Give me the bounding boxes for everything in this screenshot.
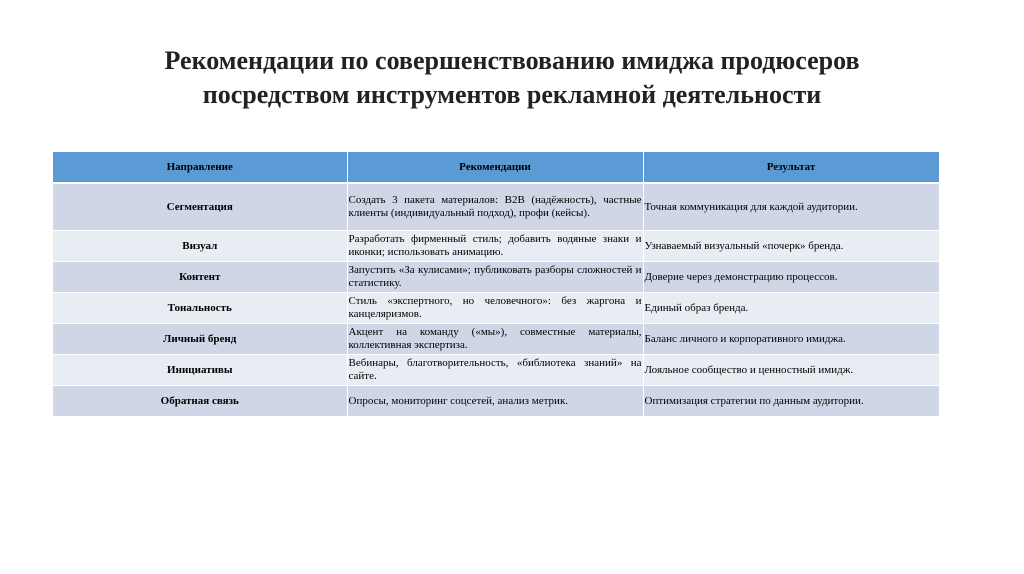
recommendation-cell: Стиль «экспертного, но человечного»: без жаргона и канцеляризмов. [347,293,643,324]
recommendation-cell: Создать 3 пакета материалов: B2B (надёжность), частные клиенты (индивидуальный подход), профи (кейсы). [347,183,643,231]
recommendation-cell: Акцент на команду («мы»), совместные материалы, коллективная экспертиза. [347,324,643,355]
direction-cell: Сегментация [53,183,347,231]
table-row [53,262,939,293]
direction-cell: Тональность [53,293,347,324]
table-row [53,231,939,262]
recommendation-cell: Запустить «За кулисами»; публиковать разборы сложностей и статистику. [347,262,643,293]
direction-cell: Инициативы [53,355,347,386]
recommendations-table [53,152,940,417]
header-result: Результат [643,152,939,183]
table-row [53,183,939,231]
header-recommendations: Рекомендации [347,152,643,183]
result-cell: Точная коммуникация для каждой аудитории. [643,183,939,231]
slide-title-line-1: Рекомендации по совершенствованию имиджа продюсеров [164,46,860,75]
recommendation-cell: Вебинары, благотворительность, «библиотека знаний» на сайте. [347,355,643,386]
table-row [53,386,939,417]
result-cell: Оптимизация стратегии по данным аудитории. [643,386,939,417]
result-cell: Доверие через демонстрацию процессов. [643,262,939,293]
direction-cell: Контент [53,262,347,293]
slide-title [0,44,1024,112]
result-cell: Баланс личного и корпоративного имиджа. [643,324,939,355]
table-row [53,324,939,355]
recommendation-cell: Разработать фирменный стиль; добавить водяные знаки и иконки; использовать анимацию. [347,231,643,262]
slide-title-line-2: посредством инструментов рекламной деятельности [202,80,822,109]
result-cell: Узнаваемый визуальный «почерк» бренда. [643,231,939,262]
header-direction: Направление [53,152,347,183]
table-header-row [53,152,939,183]
result-cell: Единый образ бренда. [643,293,939,324]
recommendation-cell: Опросы, мониторинг соцсетей, анализ метрик. [347,386,643,417]
result-cell: Лояльное сообщество и ценностный имидж. [643,355,939,386]
table-row [53,293,939,324]
direction-cell: Обратная связь [53,386,347,417]
direction-cell: Визуал [53,231,347,262]
direction-cell: Личный бренд [53,324,347,355]
table-row [53,355,939,386]
